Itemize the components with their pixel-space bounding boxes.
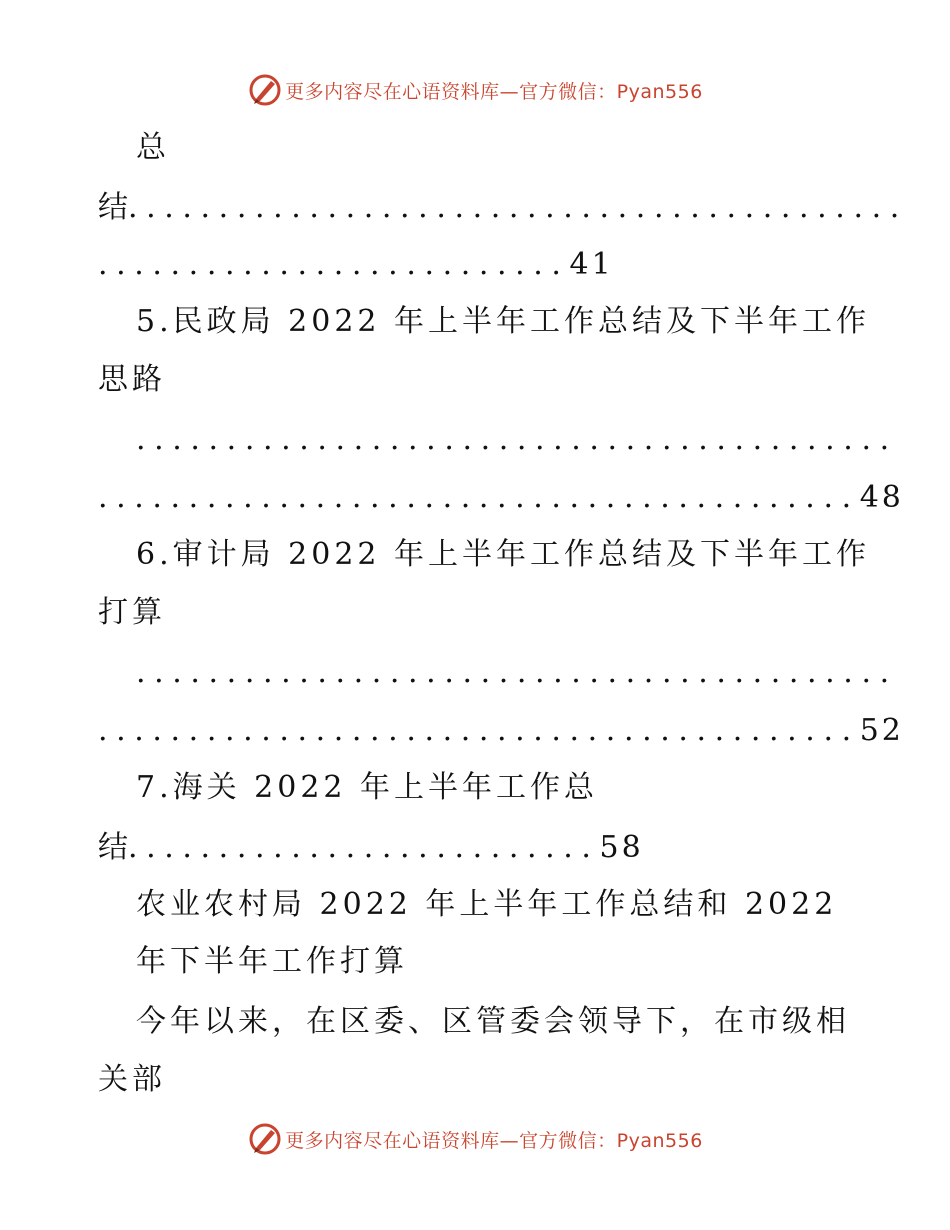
body-paragraph-line2: 关部	[98, 1062, 166, 1097]
toc-item7-page-line	[98, 828, 644, 868]
toc-item6-page: 52	[859, 713, 904, 748]
toc-item4-title-end: 总	[136, 130, 170, 165]
toc-item6-title: 6.审计局 2022 年上半年工作总结及下半年工作	[136, 537, 871, 572]
toc-item7-page: 58	[599, 830, 644, 865]
toc-item6-leader-b: ..........................................	[98, 713, 860, 748]
toc-item4-leader-b: ..........................	[98, 247, 570, 282]
toc-item4-leader-a: ...........................................	[128, 190, 908, 225]
toc-item5-page-line	[98, 478, 904, 518]
toc-item7-leader: ..........................	[128, 830, 600, 865]
toc-item7-title-last: 结	[98, 830, 128, 865]
toc-item4-leader-line	[98, 188, 908, 228]
pen-logo-icon	[247, 1121, 283, 1157]
toc-item5-leader-a: ..........................................	[136, 422, 898, 457]
toc-item4-page-line	[98, 245, 614, 285]
footer-banner	[0, 1119, 950, 1159]
toc-item6-title-cont: 打算	[98, 595, 166, 630]
body-paragraph-line1: 今年以来，在区委、区管委会领导下，在市级相	[136, 1004, 850, 1039]
article-heading-line2: 年下半年工作打算	[136, 944, 408, 979]
header-banner	[0, 70, 950, 110]
toc-item6-page-line	[98, 711, 904, 751]
article-heading-line1: 农业农村局 2022 年上半年工作总结和 2022	[136, 887, 838, 922]
footer-banner-text: 更多内容尽在心语资料库—官方微信：Pyan556	[285, 1129, 703, 1152]
toc-item4-page: 41	[569, 247, 614, 282]
toc-item7-title: 7.海关 2022 年上半年工作总	[136, 770, 599, 805]
toc-item5-title: 5.民政局 2022 年上半年工作总结及下半年工作	[136, 304, 871, 339]
toc-item5-page: 48	[859, 480, 904, 515]
pen-logo-icon	[247, 72, 283, 108]
toc-item6-leader-a: ..........................................	[136, 655, 898, 690]
toc-item5-leader-b: ..........................................	[98, 480, 860, 515]
header-banner-text: 更多内容尽在心语资料库—官方微信：Pyan556	[285, 80, 703, 103]
toc-item4-title-last: 结	[98, 190, 128, 225]
toc-item5-title-cont: 思路	[98, 362, 166, 397]
